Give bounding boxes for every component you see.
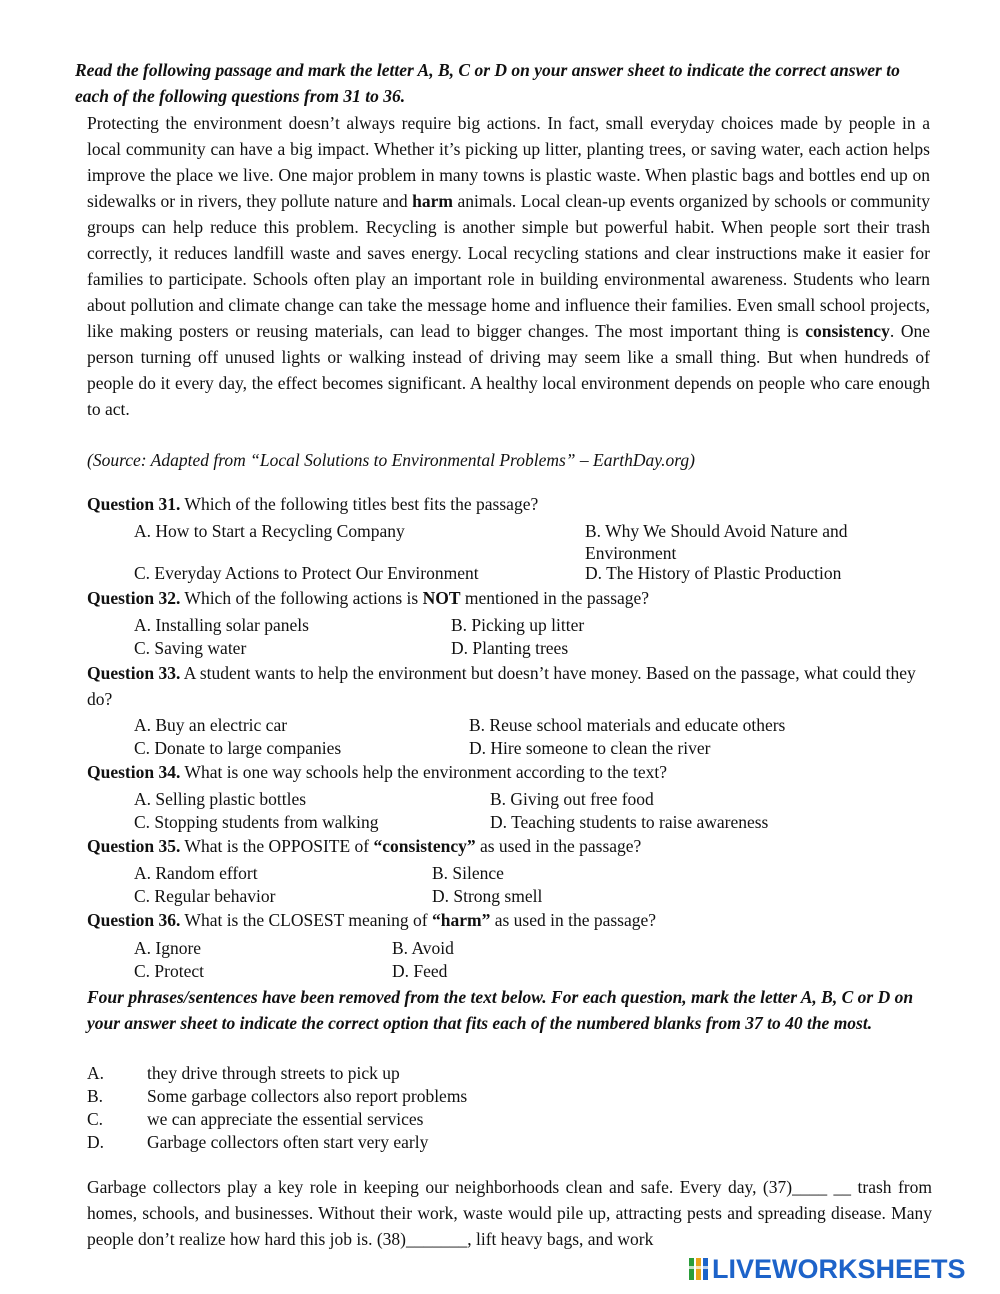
- keyword-consistency: consistency: [805, 321, 890, 341]
- reading-passage: [87, 110, 930, 422]
- passage-part1: Protecting the environment doesn’t always require big actions. In fact, small everyday choices made by people in a local community can have a big impact. Whether it’s picking up litter, planting trees, or saving water, each action helps improve the place we live. One major problem in many towns is plastic waste. When plastic bags and bottles end up on sidewalks or in rivers, they pollute nature and: [87, 113, 930, 211]
- question-33-text: A student wants to help the environment but doesn’t have money. Based on the passage, what could they do?: [87, 663, 916, 709]
- question-34-label: Question 34.: [87, 762, 181, 782]
- q34-option-b[interactable]: B. Giving out free food: [490, 789, 654, 809]
- q35-option-d[interactable]: D. Strong smell: [432, 886, 543, 906]
- phrase-option-a[interactable]: they drive through streets to pick up: [147, 1063, 400, 1083]
- question-32-text-before: Which of the following actions is: [184, 588, 419, 608]
- q36-option-d[interactable]: D. Feed: [392, 961, 448, 981]
- phrase-option-c[interactable]: we can appreciate the essential services: [147, 1109, 424, 1129]
- q31-option-c[interactable]: C. Everyday Actions to Protect Our Environment: [134, 563, 479, 583]
- question-31-label: Question 31.: [87, 494, 181, 514]
- phrase-letter-c: C.: [87, 1109, 104, 1129]
- q35-option-a[interactable]: A. Random effort: [134, 863, 258, 883]
- gap-fill-passage: Garbage collectors play a key role in keeping our neighborhoods clean and safe. Every day, (37)____ __ trash from homes, schools, and businesses. Without their work, waste would pile up, attracting pests and spreading disease. Many people don’t realize how hard this job is. (38)_______, lift heavy bags, and work: [87, 1177, 932, 1249]
- question-36-bold: “harm”: [432, 910, 491, 930]
- phrase-option-b[interactable]: Some garbage collectors also report problems: [147, 1086, 468, 1106]
- section2-instruction: Four phrases/sentences have been removed from the text below. For each question, mark the letter A, B, C or D on your answer sheet to indicate the correct option that fits each of the numbered blanks from 37 to 40 the most.: [87, 987, 914, 1033]
- q31-option-b[interactable]: B. Why We Should Avoid Nature and Environment: [585, 521, 848, 563]
- question-32-text-after: mentioned in the passage?: [464, 588, 650, 608]
- q34-option-c[interactable]: C. Stopping students from walking: [134, 812, 379, 832]
- q32-option-b[interactable]: B. Picking up litter: [451, 615, 585, 635]
- q32-option-d[interactable]: D. Planting trees: [451, 638, 569, 658]
- phrase-letter-a: A.: [87, 1063, 105, 1083]
- q35-option-c[interactable]: C. Regular behavior: [134, 886, 276, 906]
- phrase-letter-b: B.: [87, 1086, 104, 1106]
- question-32-bold: NOT: [422, 588, 461, 608]
- q33-option-c[interactable]: C. Donate to large companies: [134, 738, 342, 758]
- passage-source: (Source: Adapted from “Local Solutions to Environmental Problems” – EarthDay.org): [87, 450, 695, 470]
- question-36-text-after: as used in the passage?: [494, 910, 657, 930]
- liveworksheets-logo[interactable]: [688, 1252, 993, 1286]
- q34-option-d[interactable]: D. Teaching students to raise awareness: [490, 812, 769, 832]
- question-31-text: Which of the following titles best fits the passage?: [184, 494, 539, 514]
- question-36-label: Question 36.: [87, 910, 181, 930]
- q35-option-b[interactable]: B. Silence: [432, 863, 504, 883]
- question-35-text-before: What is the OPPOSITE of: [184, 836, 370, 856]
- passage-part3: . One person turning off unused lights or walking instead of driving may seem like a small thing. But when hundreds of people do it every day, the effect becomes significant. A healthy local environment depends on people who care enough to act.: [87, 321, 930, 419]
- question-33: [87, 660, 932, 712]
- q36-option-b[interactable]: B. Avoid: [392, 938, 454, 958]
- question-36: [87, 907, 937, 933]
- question-34-text: What is one way schools help the environment according to the text?: [184, 762, 667, 782]
- section1-instruction: Read the following passage and mark the letter A, B, C or D on your answer sheet to indicate the correct answer to each of the following questions from 31 to 36.: [75, 60, 900, 106]
- question-32: [87, 585, 937, 611]
- question-32-label: Question 32.: [87, 588, 181, 608]
- q33-option-d[interactable]: D. Hire someone to clean the river: [469, 738, 711, 758]
- q36-option-a[interactable]: A. Ignore: [134, 938, 202, 958]
- passage-part2: animals. Local clean-up events organized by schools or community groups can help reduce this problem. Recycling is another simple but powerful habit. When people sort their trash correctly, it reduces landfill waste and saves energy. Local recycling stations and clear instructions make it easier for families to participate. Schools often play an important role in building environmental awareness. Students who learn about pollution and climate change can take the message home and influence their families. Even small school projects, like making posters or reusing materials, can lead to bigger changes. The most important thing is: [87, 191, 931, 341]
- worksheet-logo-icon: [688, 1255, 710, 1283]
- q33-option-a[interactable]: A. Buy an electric car: [134, 715, 288, 735]
- question-35-text-after: as used in the passage?: [479, 836, 642, 856]
- keyword-harm: harm: [412, 191, 453, 211]
- question-35-bold: “consistency”: [373, 836, 476, 856]
- question-35: [87, 833, 937, 859]
- question-31: [87, 491, 937, 517]
- phrase-letter-d: D.: [87, 1132, 105, 1152]
- q34-option-a[interactable]: A. Selling plastic bottles: [134, 789, 307, 809]
- question-33-label: Question 33.: [87, 663, 181, 683]
- q32-option-a[interactable]: A. Installing solar panels: [134, 615, 309, 635]
- question-34: [87, 759, 937, 785]
- question-35-label: Question 35.: [87, 836, 181, 856]
- question-36-text-before: What is the CLOSEST meaning of: [184, 910, 428, 930]
- q31-option-a[interactable]: A. How to Start a Recycling Company: [134, 521, 405, 541]
- phrase-option-d[interactable]: Garbage collectors often start very early: [147, 1132, 429, 1152]
- q36-option-c[interactable]: C. Protect: [134, 961, 204, 981]
- logo-text: LIVEWORKSHEETS: [712, 1253, 966, 1284]
- q31-option-d[interactable]: D. The History of Plastic Production: [585, 563, 842, 583]
- q33-option-b[interactable]: B. Reuse school materials and educate others: [469, 715, 786, 735]
- q32-option-c[interactable]: C. Saving water: [134, 638, 247, 658]
